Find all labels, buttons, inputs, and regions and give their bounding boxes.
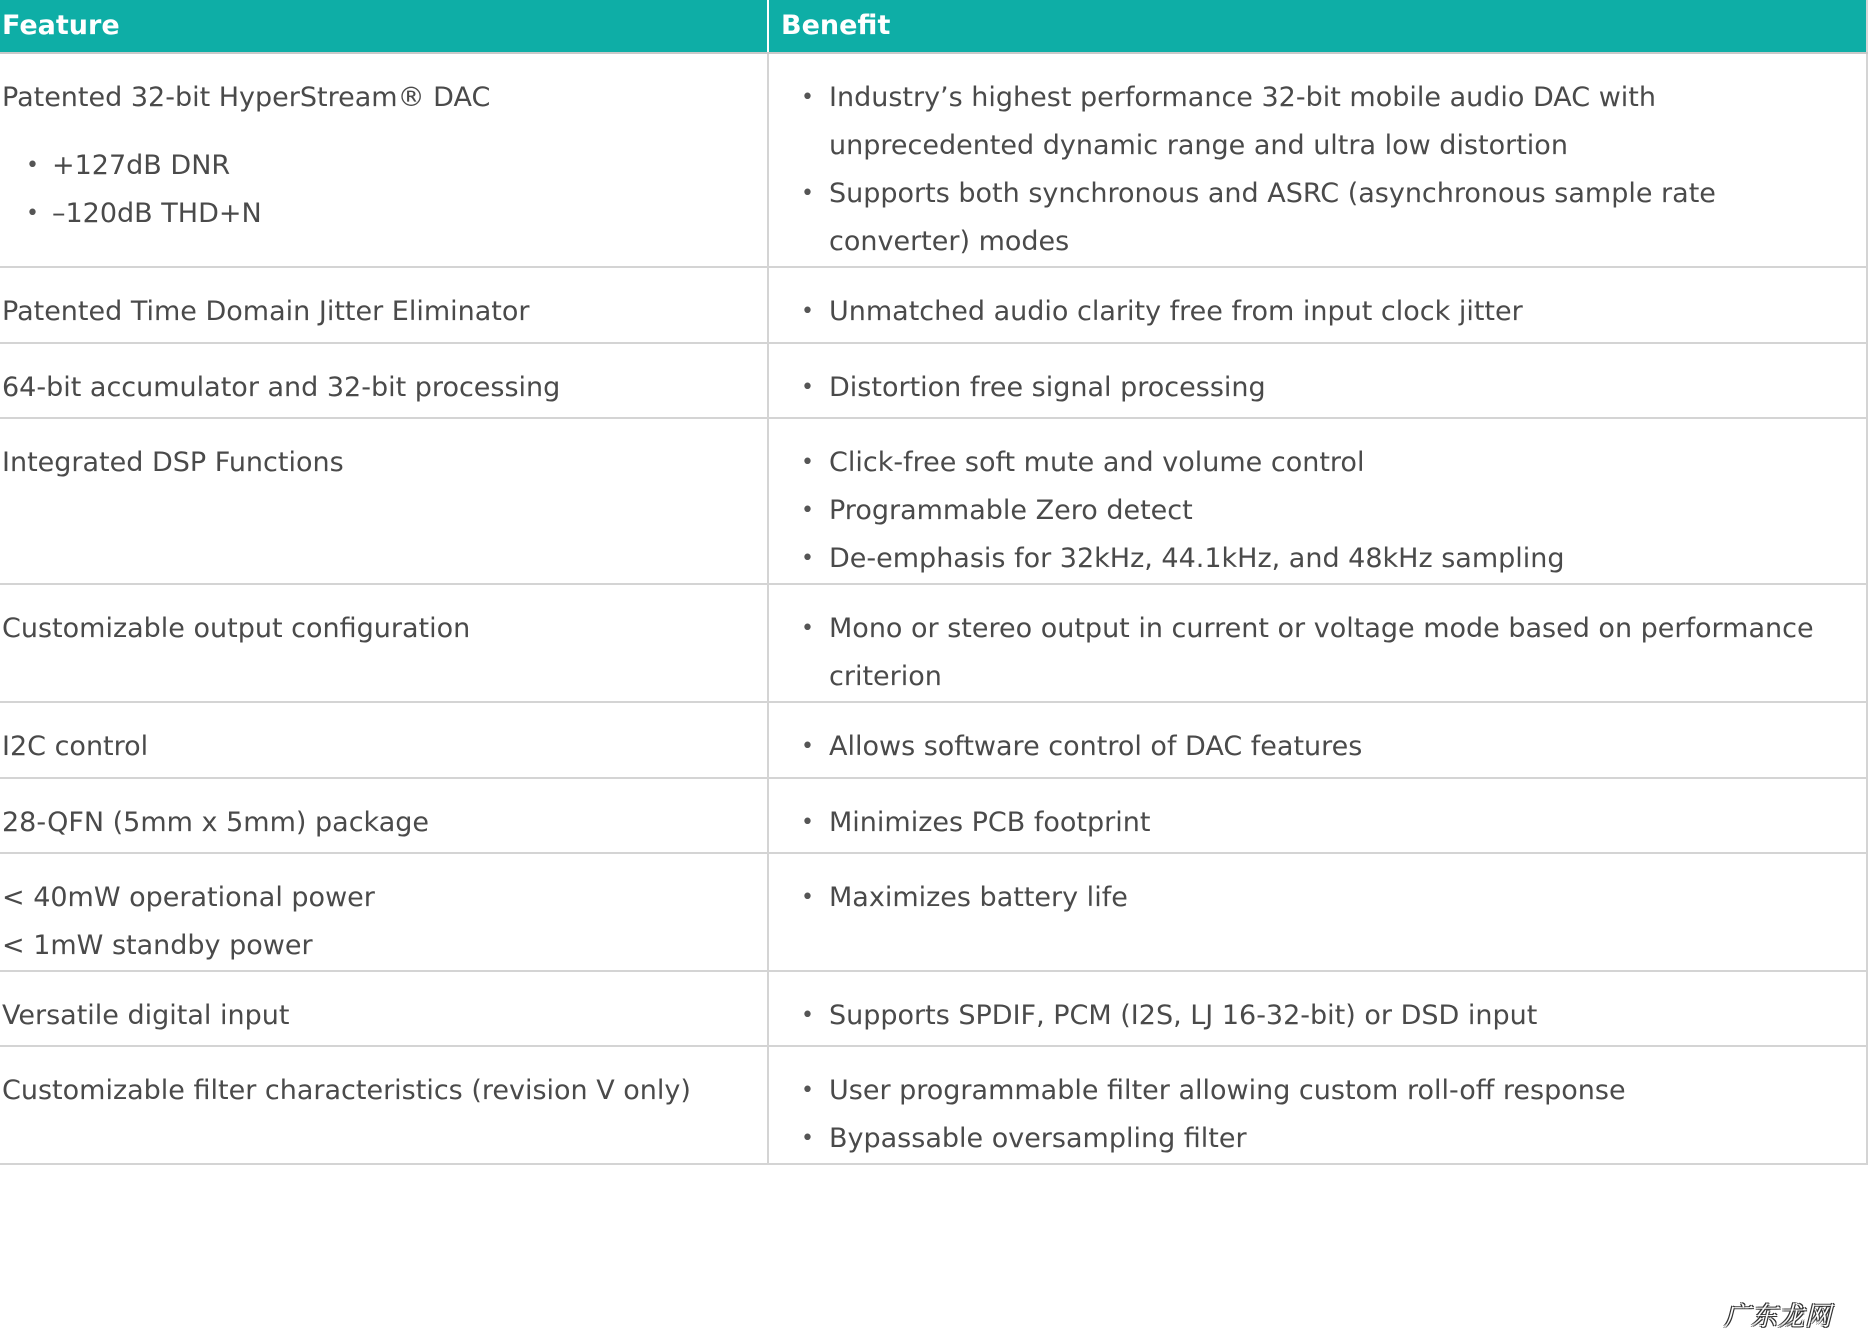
- feature-text: Patented 32-bit HyperStream® DAC: [2, 82, 491, 113]
- benefit-list: [769, 992, 1866, 1040]
- benefit-item: • Maximizes battery life: [769, 874, 1866, 922]
- feature-text: Versatile digital input: [2, 1000, 290, 1031]
- benefit-item: • Programmable Zero detect: [769, 487, 1866, 535]
- table-row: [0, 343, 1867, 418]
- feature-text: I2C control: [2, 731, 149, 762]
- benefit-item: • Allows software control of DAC features: [769, 723, 1866, 771]
- feature-text: 64-bit accumulator and 32-bit processing: [2, 372, 561, 403]
- benefit-list: [769, 288, 1866, 336]
- feature-cell: [0, 418, 768, 584]
- watermark-logo: 广东龙网: [1723, 1302, 1832, 1332]
- feature-cell: [0, 778, 768, 853]
- benefit-cell: [768, 584, 1867, 702]
- benefit-cell: [768, 1046, 1867, 1164]
- benefit-cell: [768, 853, 1867, 971]
- benefit-cell: [768, 702, 1867, 778]
- header-benefit: Benefit: [768, 0, 1867, 53]
- table-row: [0, 853, 1867, 971]
- benefit-item: • De-emphasis for 32kHz, 44.1kHz, and 48kHz sampling: [769, 535, 1866, 583]
- table-row: [0, 267, 1867, 343]
- feature-text: Patented Time Domain Jitter Eliminator: [2, 296, 530, 327]
- feature-cell: [0, 584, 768, 702]
- feature-spec-list: [2, 142, 767, 238]
- benefit-item: • Bypassable oversampling filter: [769, 1115, 1866, 1163]
- header-row: [0, 0, 1867, 53]
- benefit-list: [769, 723, 1866, 771]
- table-row: [0, 53, 1867, 267]
- feature-text: 28-QFN (5mm x 5mm) package: [2, 807, 429, 838]
- feature-text: Customizable filter characteristics (revision V only): [2, 1075, 691, 1106]
- benefit-list: [769, 439, 1866, 583]
- benefit-list: [769, 74, 1866, 266]
- feature-cell: [0, 971, 768, 1046]
- table-row: [0, 702, 1867, 778]
- benefit-item: • Unmatched audio clarity free from input clock jitter: [769, 288, 1866, 336]
- benefit-list: [769, 605, 1866, 701]
- header-feature: Feature: [0, 0, 768, 53]
- benefit-item: • Minimizes PCB footprint: [769, 799, 1866, 847]
- table-row: [0, 418, 1867, 584]
- feature-text: Customizable output configuration: [2, 613, 471, 644]
- feature-spec-item: • –120dB THD+N: [2, 190, 767, 238]
- benefit-item: • Mono or stereo output in current or voltage mode based on performance criterion: [769, 605, 1866, 701]
- feature-cell: [0, 53, 768, 267]
- benefit-list: [769, 1067, 1866, 1163]
- feature-spec-item: • +127dB DNR: [2, 142, 767, 190]
- benefit-cell: [768, 53, 1867, 267]
- feature-cell: [0, 343, 768, 418]
- benefit-list: [769, 874, 1866, 922]
- benefit-item: • Distortion free signal processing: [769, 364, 1866, 412]
- feature-text: < 1mW standby power: [2, 930, 313, 961]
- benefit-list: [769, 799, 1866, 847]
- table-body: [0, 53, 1867, 1164]
- table-row: [0, 971, 1867, 1046]
- benefit-cell: [768, 418, 1867, 584]
- table-row: [0, 584, 1867, 702]
- benefit-cell: [768, 778, 1867, 853]
- feature-text: Integrated DSP Functions: [2, 447, 344, 478]
- benefit-cell: [768, 267, 1867, 343]
- benefit-cell: [768, 343, 1867, 418]
- benefit-cell: [768, 971, 1867, 1046]
- feature-text: < 40mW operational power: [2, 882, 375, 913]
- benefit-item: • Supports SPDIF, PCM (I2S, LJ 16-32-bit) or DSD input: [769, 992, 1866, 1040]
- benefit-item: • User programmable filter allowing custom roll-off response: [769, 1067, 1866, 1115]
- benefit-list: [769, 364, 1866, 412]
- table-row: [0, 1046, 1867, 1164]
- table-header: [0, 0, 1867, 53]
- feature-cell: [0, 702, 768, 778]
- feature-cell: [0, 1046, 768, 1164]
- feature-cell: [0, 853, 768, 971]
- benefit-item: • Industry’s highest performance 32-bit mobile audio DAC with unprecedented dynamic range and ultra low distortion: [769, 74, 1866, 170]
- benefit-item: • Supports both synchronous and ASRC (asynchronous sample rate converter) modes: [769, 170, 1866, 266]
- feature-cell: [0, 267, 768, 343]
- table-row: [0, 778, 1867, 853]
- benefit-item: • Click-free soft mute and volume control: [769, 439, 1866, 487]
